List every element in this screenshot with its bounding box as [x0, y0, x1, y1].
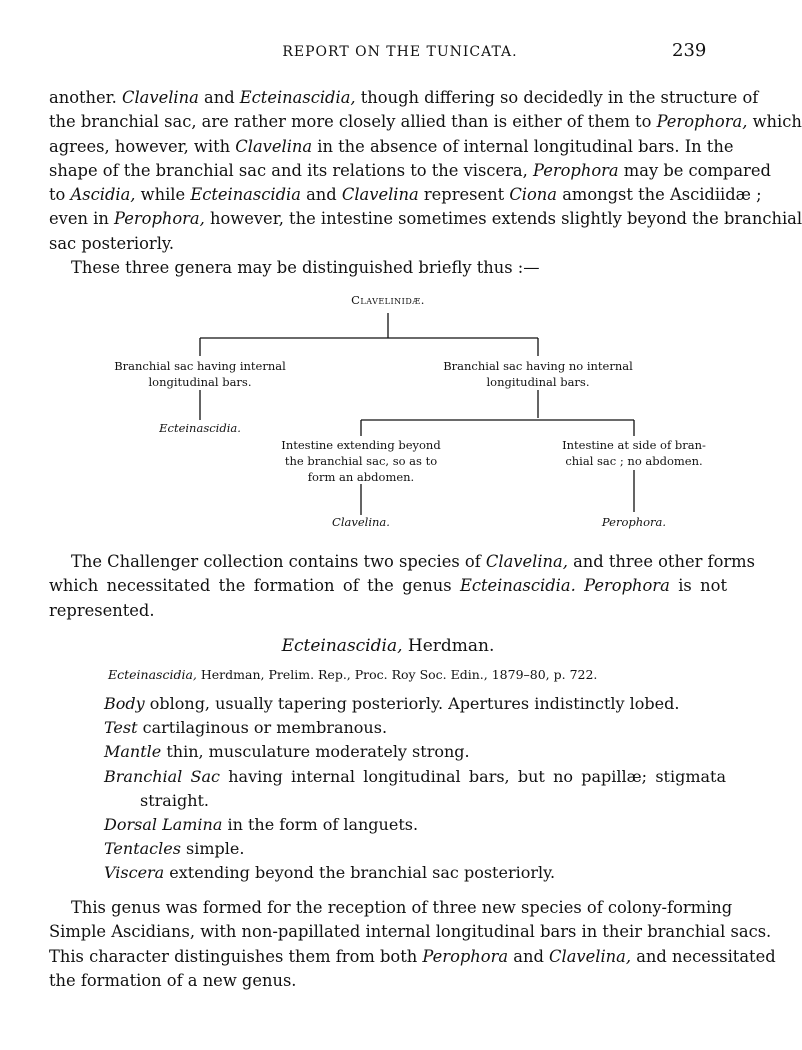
tree-sub-right [546, 437, 722, 469]
tree-leaf-clavelina: Clavelina. [332, 515, 390, 529]
text-line: Simple Ascidians, with non-papillated internal longitudinal bars in their branchial sacs. [49, 922, 772, 942]
page-number: 239 [672, 40, 707, 61]
tree-right-branch [418, 358, 658, 390]
text-line: to Ascidia, while Ecteinascidia and Clavelina represent Ciona amongst the Ascidiidæ ; [49, 185, 762, 205]
text-line: which necessitated the formation of the genus Ecteinascidia. Perophora is not [49, 576, 727, 596]
tree-text: the branchial sac, so as to [284, 454, 438, 468]
diagnosis-item: Body oblong, usually tapering posteriorly. Apertures indistinctly lobed. [104, 694, 680, 713]
genus-heading: Ecteinascidia, Herdman. [281, 636, 495, 656]
genus-reference: Ecteinascidia, Herdman, Prelim. Rep., Proc. Roy Soc. Edin., 1879–80, p. 722. [108, 667, 598, 682]
tree-leaf-perophora: Perophora. [601, 515, 667, 529]
text-line: agrees, however, with Clavelina in the absence of internal longitudinal bars. In the [49, 136, 734, 156]
tree-leaf-ecteinascidia: Ecteinascidia. [159, 421, 241, 435]
genus-diagnosis [104, 692, 744, 886]
diagnosis-item: Tentacles simple. [104, 839, 245, 859]
collection-paragraph [49, 550, 755, 623]
text-line: the branchial sac, are rather more closely allied than is either of them to Perophora, which [49, 112, 802, 132]
tree-text: Branchial sac having internal [114, 359, 286, 373]
diagnosis-item: Dorsal Lamina in the form of languets. [104, 815, 419, 835]
text-line: shape of the branchial sac and its relations to the viscera, Perophora may be compared [49, 160, 771, 180]
tree-text: form an abdomen. [307, 470, 415, 484]
diagnosis-item: Viscera extending beyond the branchial sac posteriorly. [104, 863, 556, 883]
tree-left-branch [90, 358, 310, 390]
text-line: This genus was formed for the reception of three new species of colony-forming [71, 898, 733, 917]
diagnosis-item: Mantle thin, musculature moderately strong. [104, 742, 470, 762]
text-line: This character distinguishes them from both Perophora and Clavelina, and necessitated [49, 946, 776, 966]
text-line: even in Perophora, however, the intestine sometimes extends slightly beyond the branchial [49, 209, 802, 229]
tree-text: Intestine at side of bran- [562, 438, 706, 452]
tree-text: Branchial sac having no internal [443, 359, 633, 373]
text-line: These three genera may be distinguished briefly thus :— [71, 258, 540, 278]
text-line: another. Clavelina and Ecteinascidia, though differing so decidedly in the structure of [49, 88, 759, 107]
running-title: REPORT ON THE TUNICATA. [282, 44, 518, 60]
closing-paragraph [49, 896, 776, 993]
diagnosis-item: Test cartilaginous or membranous. [104, 718, 388, 738]
diagnosis-continuation: straight. [140, 790, 210, 810]
tree-text: Intestine extending beyond [281, 438, 441, 452]
tree-text: longitudinal bars. [486, 375, 590, 389]
tree-root: Clavelinidæ. [351, 293, 425, 307]
tree-sub-left [256, 437, 466, 485]
tree-text: longitudinal bars. [148, 375, 252, 389]
text-line: sac posteriorly. [49, 233, 175, 253]
text-line: represented. [49, 600, 155, 620]
text-line: The Challenger collection contains two species of Clavelina, and three other forms [71, 552, 755, 571]
diagnosis-item: Branchial Sac having internal longitudinal bars, but no papillæ; stigmata [104, 766, 726, 786]
text-line: the formation of a new genus. [49, 970, 297, 990]
tree-text: chial sac ; no abdomen. [565, 454, 703, 468]
